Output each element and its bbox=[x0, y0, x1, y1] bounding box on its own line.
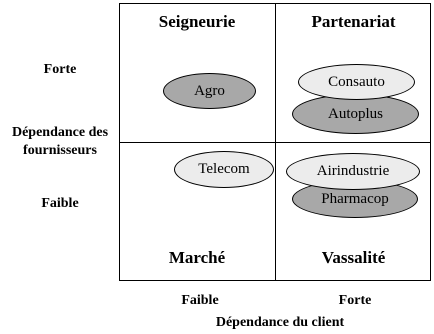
quadrant-title-partenariat: Partenariat bbox=[311, 12, 396, 31]
y-axis-title-line2: fournisseurs bbox=[23, 143, 97, 158]
quadrant-title-vassalite: Vassalité bbox=[321, 248, 386, 267]
x-axis-title: Dépendance du client bbox=[215, 315, 345, 330]
item-autoplus: Autoplus bbox=[292, 94, 419, 134]
quadrant-title-marche: Marché bbox=[168, 248, 226, 267]
item-agro: Agro bbox=[163, 73, 256, 109]
y-axis-high-label: Forte bbox=[43, 62, 77, 77]
x-axis-high-label: Forte bbox=[338, 293, 372, 308]
y-axis-low-label: Faible bbox=[41, 196, 79, 211]
item-airindustrie: Airindustrie bbox=[286, 153, 420, 190]
y-axis-title-line1: Dépendance des bbox=[11, 125, 109, 140]
x-axis-low-label: Faible bbox=[181, 293, 219, 308]
matrix-horizontal-divider bbox=[119, 142, 431, 143]
item-pharmacop: Pharmacop bbox=[292, 180, 418, 218]
item-telecom: Telecom bbox=[174, 151, 274, 188]
item-consauto: Consauto bbox=[298, 64, 415, 100]
quadrant-title-seigneurie: Seigneurie bbox=[158, 12, 236, 31]
